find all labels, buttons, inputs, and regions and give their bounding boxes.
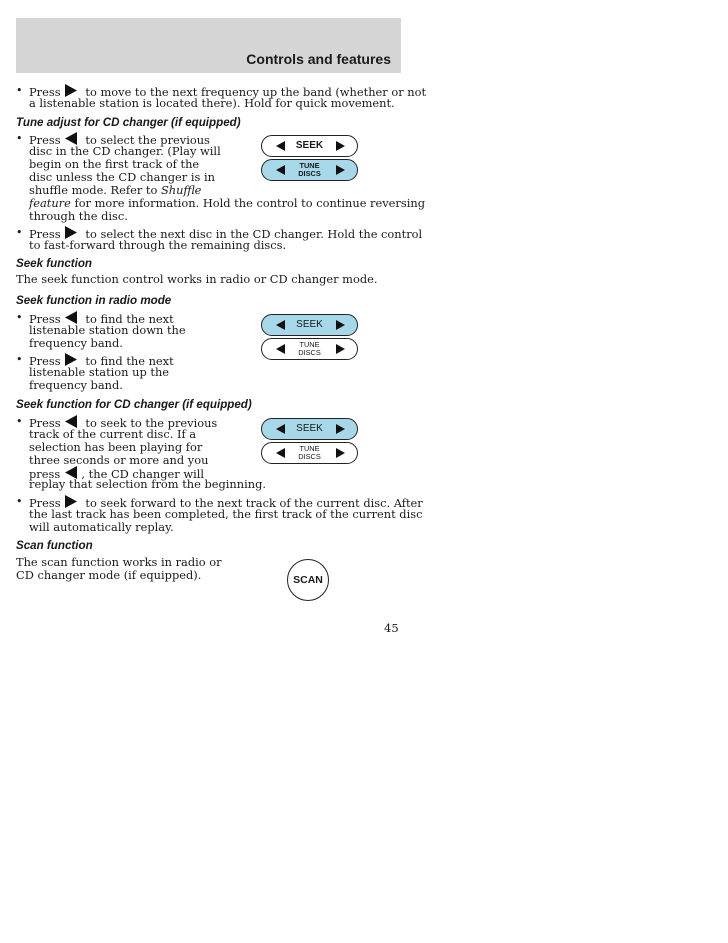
bullet-text: to find the next <box>85 312 174 326</box>
tune-label: TUNE <box>299 161 320 170</box>
paragraph-line: listenable station up the <box>29 365 170 379</box>
paragraph-line: begin on the first track of the <box>29 157 200 171</box>
bullet-text: to seek forward to the next track of the current disc. After <box>85 496 423 510</box>
scan-button[interactable]: SCAN <box>287 559 329 601</box>
seek-label: SEEK <box>296 319 323 330</box>
bullet-dot: • <box>16 311 23 324</box>
discs-label: DISCS <box>298 348 321 357</box>
page-number: 45 <box>384 621 399 635</box>
reference-link: Shuffle <box>160 183 202 197</box>
bullet-text: shuffle mode. Refer to <box>29 183 158 197</box>
bullet-dot: • <box>16 132 23 145</box>
right-arrow-icon <box>336 424 345 434</box>
paragraph-line: replay that selection from the beginning. <box>29 477 267 491</box>
press-word: Press <box>29 496 61 510</box>
discs-label: DISCS <box>298 169 321 178</box>
bullet-text: to select the previous <box>85 133 210 147</box>
paragraph-line: frequency band. <box>29 378 123 392</box>
intro-line-2: a listenable station is located there). Hold for quick movement. <box>29 96 395 110</box>
bullet-dot: • <box>16 353 23 366</box>
paragraph-line: CD changer mode (if equipped). <box>16 568 202 582</box>
paragraph-line: selection has been playing for <box>29 440 203 454</box>
section-heading: Scan function <box>16 539 93 552</box>
paragraph-line: three seconds or more and you <box>29 453 209 467</box>
section-heading: Seek function in radio mode <box>16 294 172 307</box>
right-arrow-icon <box>336 344 345 354</box>
right-arrow-icon <box>336 141 345 151</box>
seek-label: SEEK <box>296 423 323 434</box>
press-word: Press <box>29 312 61 326</box>
bullet-text: , the CD changer will <box>81 467 205 481</box>
header-band <box>16 18 401 73</box>
paragraph-line: track of the current disc. If a <box>29 427 197 441</box>
seek-label: SEEK <box>295 140 324 151</box>
paragraph-line: to fast-forward through the remaining discs. <box>29 238 287 252</box>
bullet-text: to find the next <box>85 354 174 368</box>
paragraph-line: frequency band. <box>29 336 123 350</box>
seek-button[interactable] <box>261 314 358 336</box>
seek-tune-control <box>261 418 358 464</box>
tune-label: TUNE <box>299 340 320 349</box>
section-heading: Seek function <box>16 257 93 270</box>
paragraph-line: The scan function works in radio or <box>16 555 222 569</box>
tune-discs-button[interactable] <box>261 159 358 181</box>
press-word: Press <box>29 227 61 241</box>
press-word: Press <box>29 354 61 368</box>
intro-text: to move to the next frequency up the band (whether or not <box>85 85 427 99</box>
paragraph-line: through the disc. <box>29 209 128 223</box>
paragraph-line: disc in the CD changer. (Play will <box>29 144 221 158</box>
bullet-dot: • <box>16 84 23 97</box>
tune-discs-button[interactable] <box>261 442 358 464</box>
paragraph-line: will automatically replay. <box>29 520 174 534</box>
right-arrow-icon <box>336 320 345 330</box>
press-word: Press <box>29 133 61 147</box>
bullet-dot: • <box>16 226 23 239</box>
paragraph-line <box>29 197 425 210</box>
press-word: Press <box>29 85 61 99</box>
right-arrow-icon <box>336 165 345 175</box>
right-arrow-icon <box>336 448 345 458</box>
press-word: press <box>29 467 61 481</box>
seek-tune-control <box>261 314 358 360</box>
paragraph-line: disc unless the CD changer is in <box>29 170 215 184</box>
seek-tune-control <box>261 135 358 181</box>
paragraph-line <box>29 184 201 197</box>
seek-button[interactable] <box>261 135 358 157</box>
seek-button[interactable] <box>261 418 358 440</box>
bullet-text: to select the next disc in the CD changer. Hold the control <box>85 227 423 241</box>
tune-label: TUNE <box>299 444 320 453</box>
bullet-dot: • <box>16 415 23 428</box>
reference-link: feature <box>29 196 71 210</box>
press-word: Press <box>29 416 61 430</box>
paragraph-line: the last track has been completed, the first track of the current disc <box>29 507 423 521</box>
paragraph-line: The seek function control works in radio or CD changer mode. <box>16 272 378 286</box>
tune-discs-button[interactable] <box>261 338 358 360</box>
discs-label: DISCS <box>298 452 321 461</box>
section-heading: Tune adjust for CD changer (if equipped) <box>16 116 241 129</box>
bullet-dot: • <box>16 495 23 508</box>
paragraph-line: listenable station down the <box>29 323 186 337</box>
bullet-text: for more information. Hold the control to continue reversing <box>74 196 425 210</box>
page-title: Controls and features <box>246 51 391 67</box>
bullet-text: to seek to the previous <box>85 416 218 430</box>
section-heading: Seek function for CD changer (if equipped) <box>16 398 252 411</box>
